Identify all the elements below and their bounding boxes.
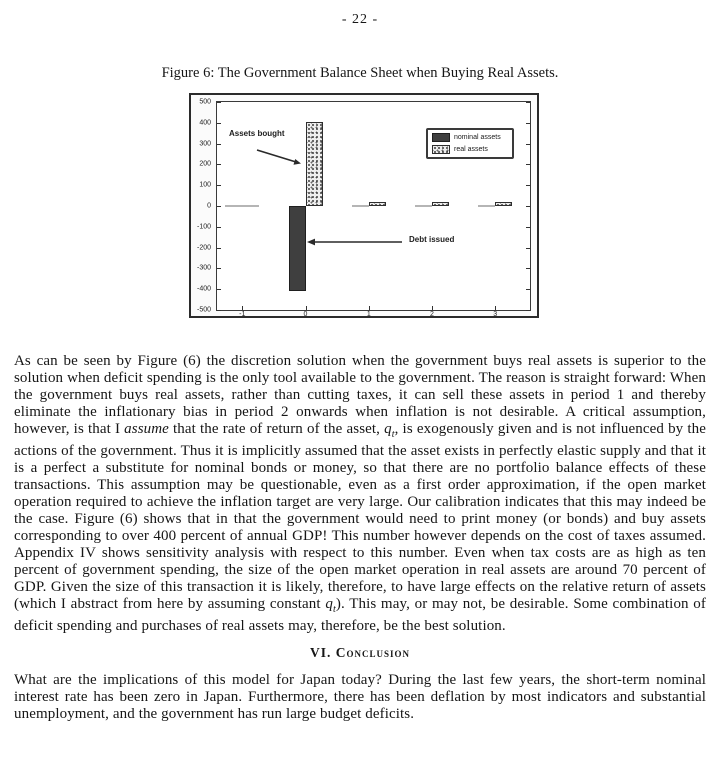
y-tick-mark — [526, 289, 530, 290]
y-tick-mark — [526, 248, 530, 249]
x-axis-labels — [216, 312, 531, 321]
y-tick-label: 100 — [199, 181, 211, 189]
y-tick-mark — [217, 185, 221, 186]
real-assets-swatch — [432, 145, 450, 154]
y-tick-mark — [217, 144, 221, 145]
y-tick-label: -500 — [196, 306, 211, 314]
y-tick-label: 400 — [199, 119, 211, 127]
assets-bought-annotation: Assets bought — [229, 129, 285, 138]
nominal-assets-bar — [225, 205, 242, 207]
real-assets-bar — [432, 202, 449, 206]
y-tick-label: -300 — [196, 264, 211, 272]
x-tick-mark — [369, 306, 370, 310]
y-tick-mark — [217, 248, 221, 249]
y-tick-mark — [217, 164, 221, 165]
y-tick-label: 500 — [199, 98, 211, 106]
y-tick-mark — [217, 289, 221, 290]
y-tick-mark — [526, 227, 530, 228]
x-tick-label: 0 — [303, 311, 308, 318]
nominal-assets-swatch — [432, 133, 450, 142]
x-tick-mark — [432, 306, 433, 310]
y-tick-mark — [526, 185, 530, 186]
y-tick-mark — [526, 206, 530, 207]
x-tick-mark — [495, 306, 496, 310]
y-tick-mark — [217, 227, 221, 228]
x-tick-mark — [306, 306, 307, 310]
y-tick-label: 0 — [207, 202, 211, 210]
figure-6-chart — [189, 93, 539, 318]
nominal-assets-bar — [289, 206, 306, 291]
debt-issued-annotation: Debt issued — [409, 235, 455, 244]
y-axis-labels — [191, 98, 214, 314]
x-tick-label: 1 — [366, 311, 371, 318]
nominal-assets-bar — [352, 205, 369, 207]
body-paragraph: As can be seen by Figure (6) the discretion solution when the government buys real assets is superior to the solution when deficit spending is the only tool available to the government. The reason is straight forward: When the government buys real assets, rather than cutting taxes, it can sell these assets in period 1 and thereby eliminate the inflationary bias in period 2 onwards when inflation is not desirable. A critical assumption, however, is that I assume that the rate of return of the asset, $q_t$, is exogenously given and is not influenced by the actions of the government. Thus it is implicitly assumed that the asset exists in perfectly elastic supply and that it is a perfect a substitute for nominal bonds or money, so that there are no portfolio balance effects of these transactions. This assumption may be questionable, even as a first order approximation, if the open market operation required to achieve the inflation target are very large. Our calibration indicates that this may indeed be the case. Figure (6) shows that in that the government would need to print money (or bonds) and buy assets corresponding to over 400 percent of annual GDP! This number however depends on the cost of taxes assumed. Appendix IV shows sensitivity analysis with respect to this number. Even when tax costs are as high as ten percent of government spending, the size of the open market operation in real assets are around 70 percent of GDP. Given the size of this transaction it is likely, therefore, to have large effects on the relative return of assets (which I abstract from here by assuming constant $q_t$). This may, or may not, be desirable. Some combination of deficit spending and purchases of real assets may, therefore, be the best solution. — [14, 353, 707, 634]
x-tick-label: 3 — [493, 311, 498, 318]
y-tick-mark — [526, 144, 530, 145]
real-assets-bar — [495, 202, 512, 206]
y-tick-mark — [217, 268, 221, 269]
y-tick-label: -100 — [196, 223, 211, 231]
real-assets-bar — [369, 202, 386, 206]
y-tick-mark — [526, 102, 530, 103]
y-tick-mark — [526, 268, 530, 269]
y-tick-label: -400 — [196, 285, 211, 293]
y-tick-mark — [217, 123, 221, 124]
conclusion-heading: VI. Conclusion — [309, 645, 410, 660]
legend-item-nominal-assets — [432, 133, 508, 142]
y-tick-mark — [217, 102, 221, 103]
legend-label-nominal-assets: nominal assets — [454, 134, 501, 141]
nominal-assets-bar — [415, 205, 432, 207]
chart-legend — [426, 128, 514, 159]
y-tick-label: 200 — [199, 160, 211, 168]
real-assets-bar — [242, 205, 259, 207]
legend-item-real-assets — [432, 145, 508, 154]
y-tick-label: -200 — [196, 244, 211, 252]
y-tick-mark — [526, 310, 530, 311]
legend-label-real-assets: real assets — [454, 146, 488, 153]
nominal-assets-bar — [478, 205, 495, 207]
y-tick-mark — [526, 164, 530, 165]
paper-page — [0, 12, 720, 723]
x-tick-mark — [242, 306, 243, 310]
page-number: - 22 - — [341, 12, 379, 27]
figure-caption: Figure 6: The Government Balance Sheet when Buying Real Assets. — [161, 65, 559, 81]
real-assets-bar — [306, 122, 323, 206]
y-tick-mark — [217, 206, 221, 207]
conclusion-paragraph: What are the implications of this model for Japan today? During the last few years, the short-term nominal interest rate has been zero in Japan. Furthermore, there has been deflation by most indicators and substantial unemployment, and the government has run large budget deficits. — [14, 672, 706, 722]
x-tick-label: 2 — [430, 311, 434, 318]
plot-area — [216, 101, 531, 311]
x-tick-label: -1 — [239, 311, 246, 318]
y-tick-mark — [217, 310, 221, 311]
y-tick-label: 300 — [199, 140, 211, 148]
y-tick-mark — [526, 123, 530, 124]
